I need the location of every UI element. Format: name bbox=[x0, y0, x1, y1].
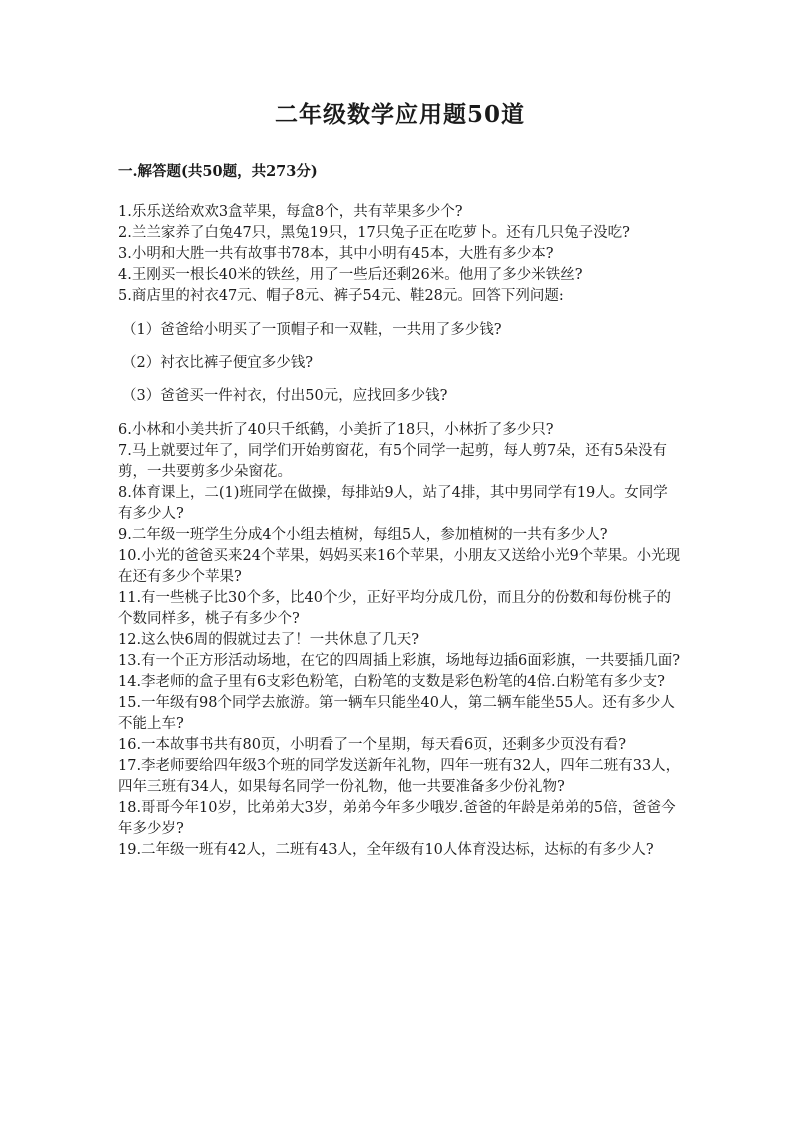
question-7: 7.马上就要过年了，同学们开始剪窗花，有5个同学一起剪，每人剪7朵，还有5朵没有剪，一共要剪多少朵窗花。 bbox=[118, 443, 668, 480]
question-list bbox=[118, 202, 682, 861]
question-5-sub-3: （3）爸爸买一件衬衣，付出50元，应找回多少钱? bbox=[122, 388, 448, 404]
question-14: 14.李老师的盒子里有6支彩色粉笔，白粉笔的支数是彩色粉笔的4倍.白粉笔有多少支? bbox=[118, 674, 665, 690]
question-19: 19.二年级一班有42人，二班有43人，全年级有10人体育没达标，达标的有多少人? bbox=[118, 842, 654, 858]
page-title: 二年级数学应用题50道 bbox=[274, 101, 525, 128]
question-13: 13.有一个正方形活动场地，在它的四周插上彩旗，场地每边插6面彩旗，一共要插几面? bbox=[118, 653, 681, 669]
question-6: 6.小林和小美共折了40只千纸鹤，小美折了18只，小林折了多少只? bbox=[118, 422, 554, 438]
question-9: 9.二年级一班学生分成4个小组去植树，每组5人，参加植树的一共有多少人? bbox=[118, 527, 608, 543]
question-3: 3.小明和大胜一共有故事书78本，其中小明有45本，大胜有多少本? bbox=[118, 246, 554, 262]
question-8: 8.体育课上，二(1)班同学在做操，每排站9人，站了4排，其中男同学有19人。女同学有多少人? bbox=[118, 485, 668, 522]
question-1: 1.乐乐送给欢欢3盒苹果，每盒8个，共有苹果多少个? bbox=[118, 204, 463, 220]
question-10: 10.小光的爸爸买来24个苹果，妈妈买来16个苹果，小朋友又送给小光9个苹果。小光现在还有多少个苹果? bbox=[118, 548, 681, 585]
question-5: 5.商店里的衬衣47元、帽子8元、裤子54元、鞋28元。回答下列问题: bbox=[118, 288, 564, 304]
question-5-sub-1: （1）爸爸给小明买了一顶帽子和一双鞋，一共用了多少钱? bbox=[122, 322, 502, 338]
question-16: 16.一本故事书共有80页，小明看了一个星期，每天看6页，还剩多少页没有看? bbox=[118, 737, 627, 753]
question-17: 17.李老师要给四年级3个班的同学发送新年礼物，四年一班有32人，四年二班有33人，四年三班有34人，如果每名同学一份礼物，他一共要准备多少份礼物? bbox=[118, 758, 681, 795]
section-title: 一.解答题(共50题，共273分) bbox=[118, 163, 318, 180]
question-5-sub-2: （2）衬衣比裤子便宜多少钱? bbox=[122, 355, 313, 371]
question-11: 11.有一些桃子比30个多，比40个少，正好平均分成几份，而且分的份数和每份桃子的个数同样多，桃子有多少个? bbox=[118, 590, 671, 627]
question-4: 4.王刚买一根长40米的铁丝，用了一些后还剩26米。他用了多少米铁丝? bbox=[118, 267, 583, 283]
question-18: 18.哥哥今年10岁，比弟弟大3岁，弟弟今年多少哦岁.爸爸的年龄是弟弟的5倍，爸爸今年多少岁? bbox=[118, 800, 676, 837]
question-15: 15.一年级有98个同学去旅游。第一辆车只能坐40人，第二辆车能坐55人。还有多少人不能上车? bbox=[118, 695, 675, 732]
question-2: 2.兰兰家养了白兔47只，黑兔19只，17只兔子正在吃萝卜。还有几只兔子没吃? bbox=[118, 225, 630, 241]
question-12: 12.这么快6周的假就过去了！一共休息了几天? bbox=[118, 632, 420, 648]
